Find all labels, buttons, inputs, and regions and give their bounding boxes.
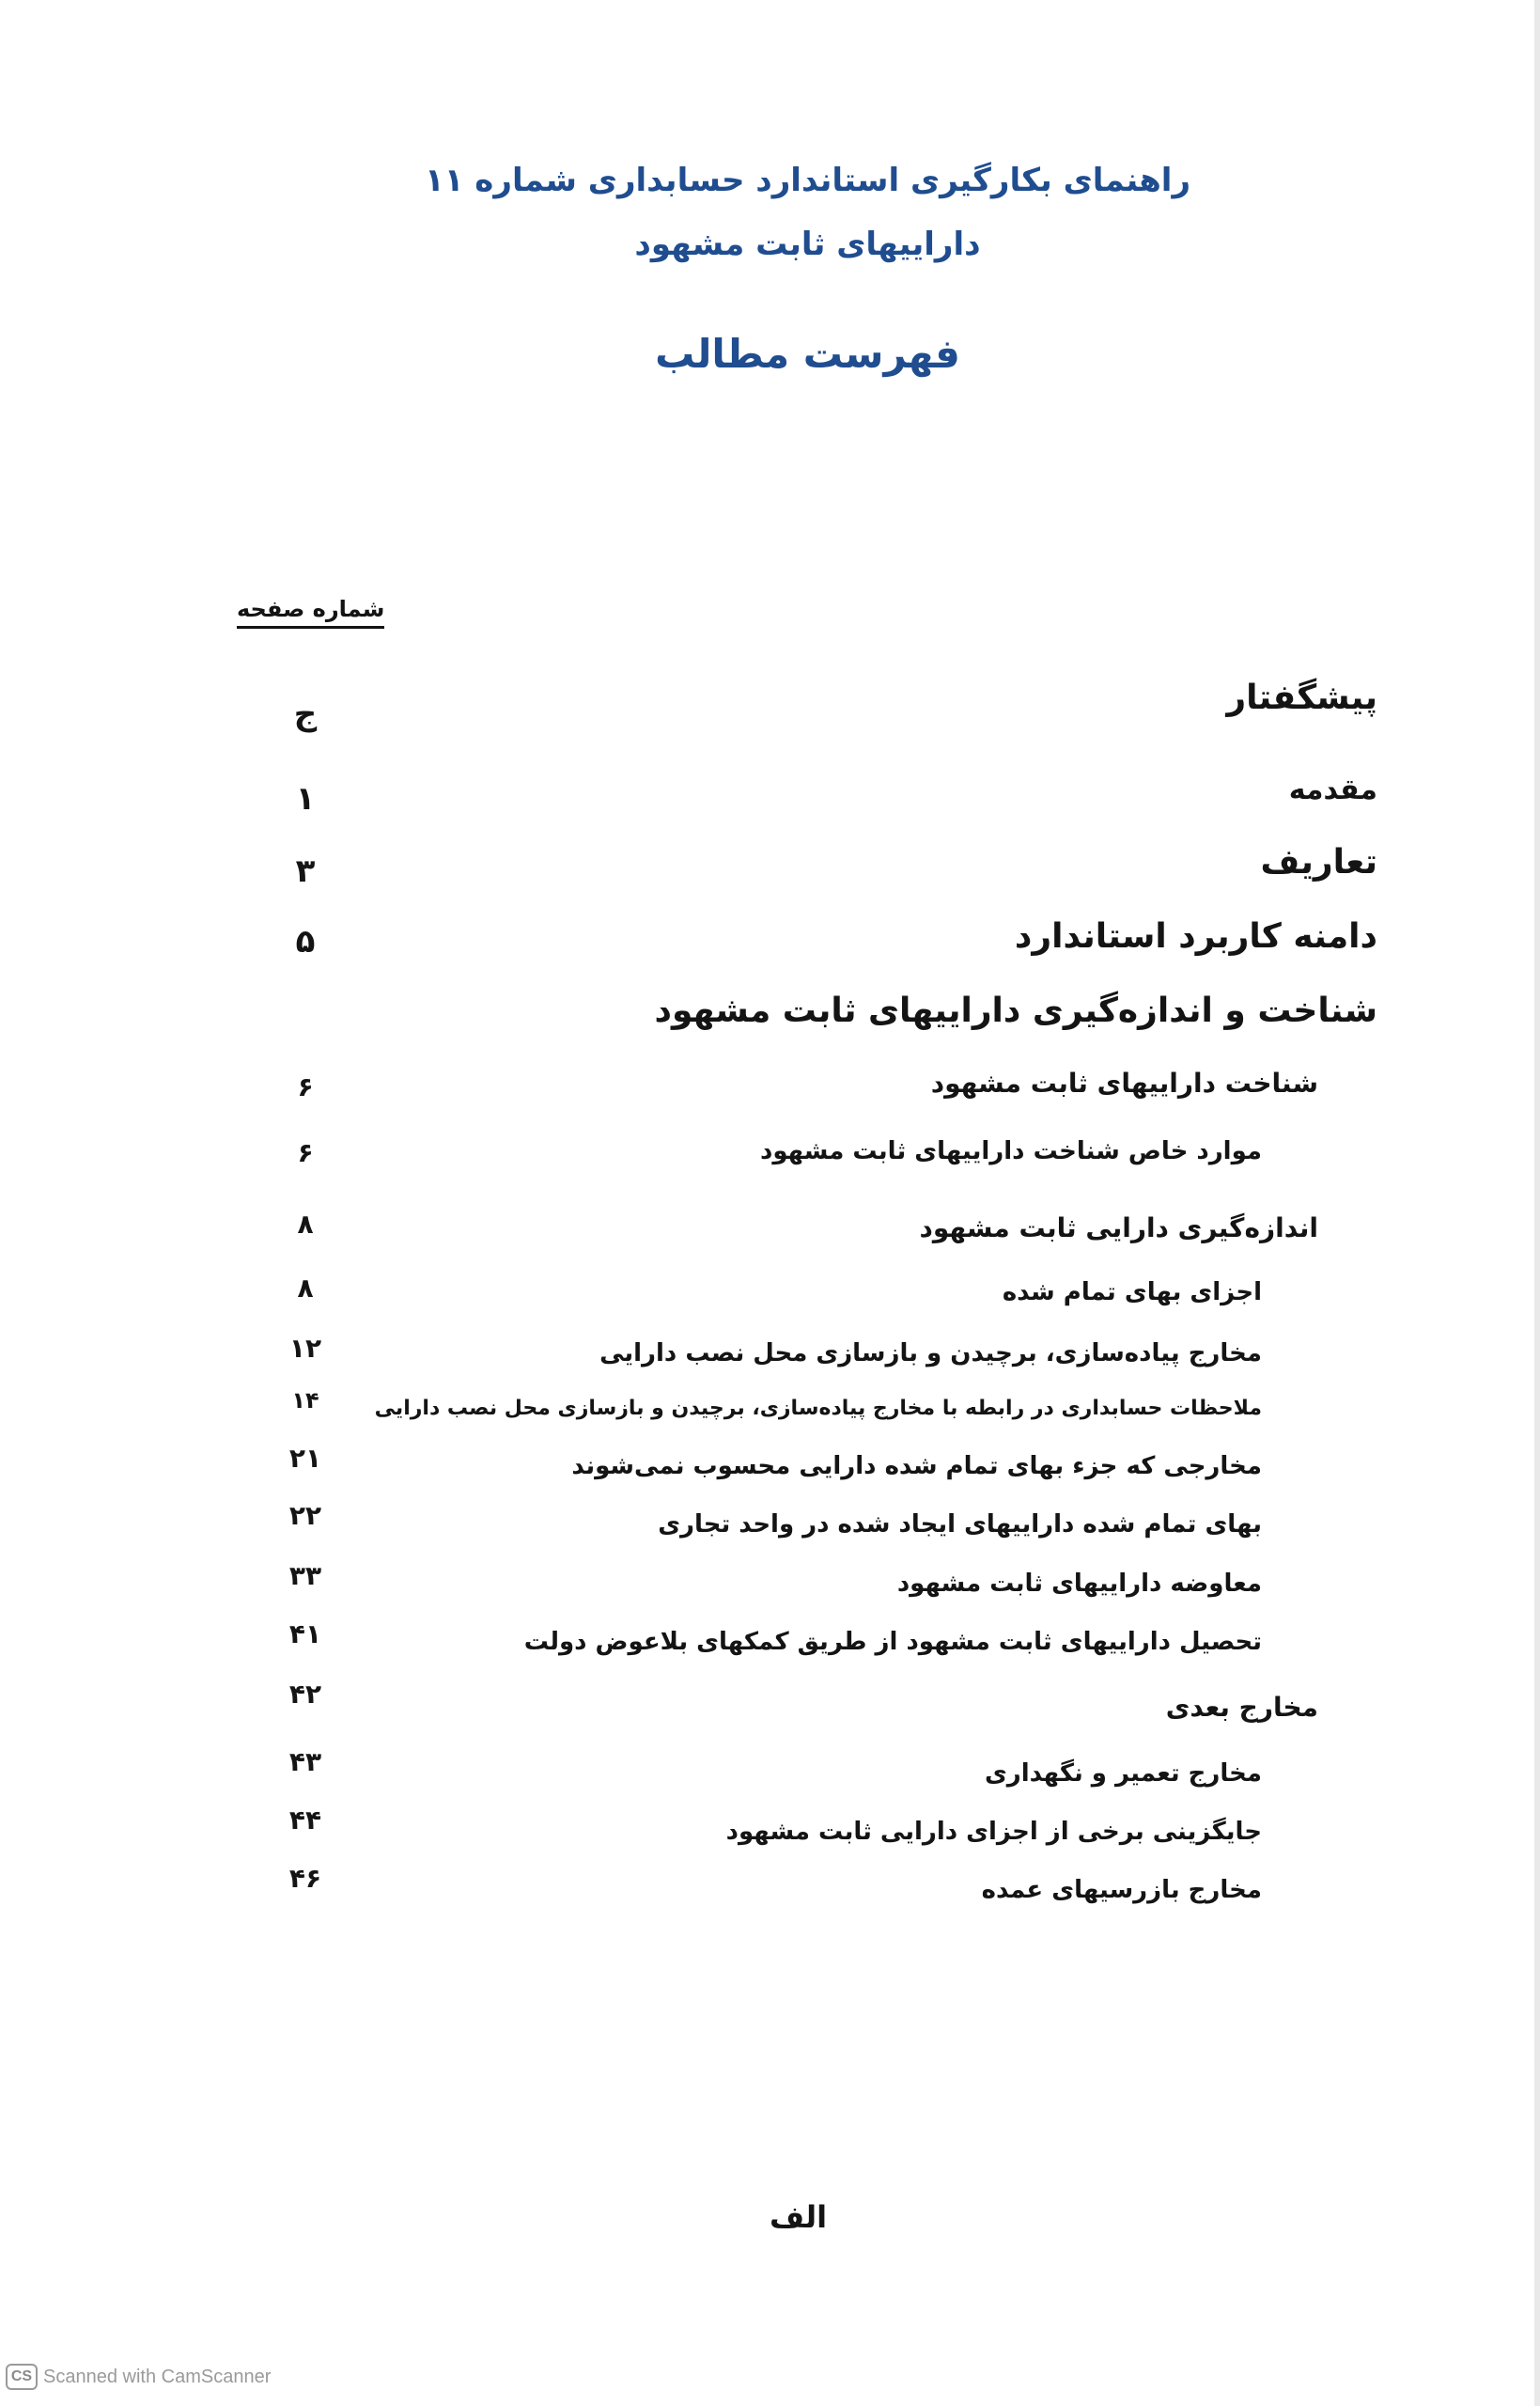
toc-entry-page: ۴۱: [288, 1618, 322, 1649]
toc-entry-page: ۱: [295, 780, 316, 818]
toc-entry-page: ۴۴: [288, 1804, 322, 1836]
toc-heading: فهرست مطالب: [655, 331, 960, 377]
toc-entry-title: جایگزینی برخی از اجزای دارایی ثابت مشهود: [725, 1818, 1262, 1846]
toc-entry-title: معاوضه داراییهای ثابت مشهود: [896, 1570, 1262, 1598]
toc-entry-title: مخارج پیاده‌سازی، برچیدن و بازسازی محل نصب دارایی: [599, 1339, 1262, 1367]
toc-entry-page: ۴۲: [288, 1679, 322, 1710]
camscanner-logo-icon: CS: [6, 2364, 38, 2390]
toc-entry-title: تحصیل داراییهای ثابت مشهود از طریق کمکهای بلاعوض دولت: [523, 1628, 1262, 1656]
toc-entry-page: ۳: [295, 852, 316, 890]
toc-entry-page: ۵: [295, 923, 316, 961]
toc-entry-page: ۶: [297, 1071, 314, 1102]
toc-entry-page: ۸: [297, 1273, 314, 1304]
toc-entry-title: بهای تمام شده داراییهای ایجاد شده در واحد تجاری: [658, 1510, 1262, 1539]
toc-entry-title: اندازه‌گیری دارایی ثابت مشهود: [919, 1212, 1318, 1243]
toc-entry-title: مخارج بعدی: [1165, 1692, 1318, 1723]
camscanner-watermark: [6, 2364, 271, 2390]
toc-entry-page: ۱۲: [288, 1333, 322, 1364]
page-number-column-header: شماره صفحه: [237, 596, 384, 629]
toc-entry-page: ۸: [297, 1209, 314, 1240]
toc-entry-title: مخارجی که جزء بهای تمام شده دارایی محسوب نمی‌شوند: [571, 1452, 1262, 1480]
toc-entry-page: ۳۳: [288, 1560, 322, 1591]
toc-entry-page: ۲۱: [288, 1443, 322, 1474]
toc-entry-title: شناخت داراییهای ثابت مشهود: [930, 1068, 1318, 1099]
toc-entry-title: شناخت و اندازه‌گیری داراییهای ثابت مشهود: [654, 992, 1377, 1030]
toc-entry-title: اجزای بهای تمام شده: [1002, 1278, 1262, 1306]
toc-entry-title: مخارج بازرسیهای عمده: [981, 1876, 1262, 1904]
toc-entry-page: ۶: [297, 1137, 314, 1168]
toc-entry-title: پیشگفتار: [1226, 679, 1377, 717]
watermark-text: Scanned with CamScanner: [43, 2366, 272, 2387]
toc-entry-title: ملاحظات حسابداری در رابطه با مخارج پیاده‌سازی، برچیدن و بازسازی محل نصب دارایی: [374, 1397, 1262, 1420]
toc-entry-page: ۴۳: [288, 1746, 322, 1777]
toc-entry-page: ۲۲: [288, 1500, 322, 1531]
document-title: راهنمای بکارگیری استاندارد حسابداری شماره ۱۱: [424, 162, 1191, 199]
footer-page-number: الف: [769, 2199, 828, 2235]
toc-entry-title: دامنه کاربرد استاندارد: [1014, 917, 1377, 956]
toc-entry-title: موارد خاص شناخت داراییهای ثابت مشهود: [759, 1137, 1262, 1165]
toc-entry-title: مقدمه: [1288, 773, 1377, 806]
toc-entry-page: ج: [293, 695, 318, 733]
toc-entry-page: ۱۴: [291, 1387, 319, 1414]
toc-entry-title: تعاریف: [1260, 843, 1377, 882]
document-subtitle: داراییهای ثابت مشهود: [634, 226, 981, 263]
toc-entry-page: ۴۶: [288, 1863, 322, 1894]
toc-entry-title: مخارج تعمیر و نگهداری: [984, 1759, 1262, 1788]
